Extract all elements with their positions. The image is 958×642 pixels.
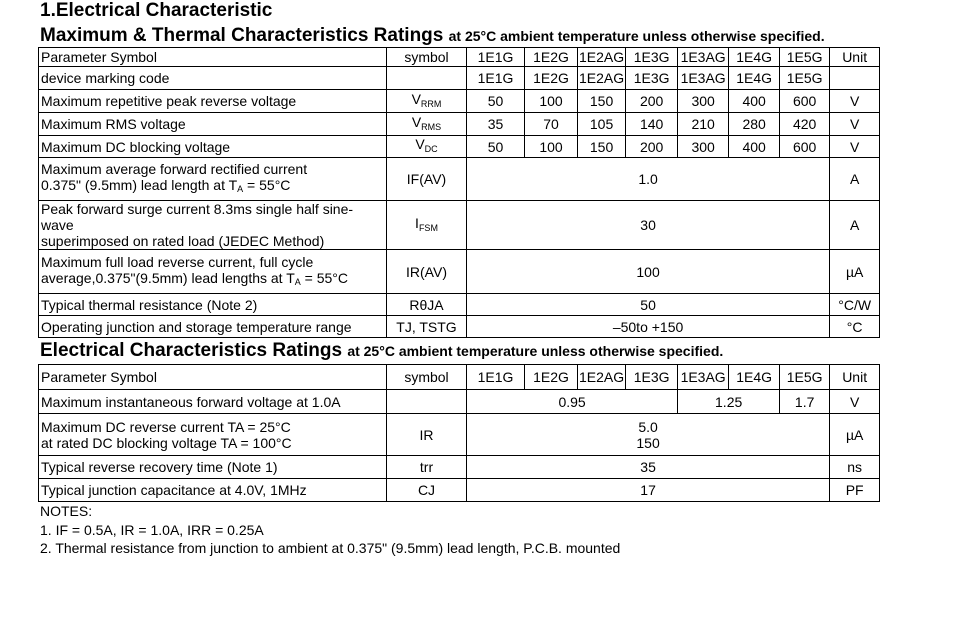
symbol-main: V	[415, 136, 425, 152]
param-line: Maximum full load reverse current, full cycle	[41, 253, 314, 270]
symbol-main: V	[411, 113, 422, 130]
symbol-subscript: DC	[424, 144, 438, 154]
unit-cell: µA	[830, 250, 880, 294]
value-cell: 1E2G	[525, 67, 578, 90]
value-cell: 1E4G	[729, 67, 780, 90]
max-ratings-table	[38, 47, 880, 338]
elec-ratings-heading	[40, 340, 723, 362]
param-subscript: A	[294, 276, 301, 287]
value-cell: 400	[729, 136, 780, 158]
header-part: 1E3AG	[678, 48, 729, 67]
symbol-cell	[387, 67, 467, 90]
param-cell	[39, 414, 387, 456]
value-cell: 100	[525, 90, 578, 113]
param-cell	[39, 158, 387, 201]
header-part: 1E2G	[525, 365, 578, 390]
table-row	[39, 390, 880, 414]
param-cell: Typical thermal resistance (Note 2)	[39, 294, 387, 316]
symbol-cell: TJ, TSTG	[387, 316, 467, 338]
symbol-cell	[387, 113, 467, 136]
unit-cell: V	[830, 136, 880, 158]
table-row	[39, 136, 880, 158]
value-cell	[467, 414, 830, 456]
table-row	[39, 479, 880, 502]
header-part: 1E3G	[626, 48, 678, 67]
param-cell: Maximum repetitive peak reverse voltage	[39, 90, 387, 113]
table-row	[39, 456, 880, 479]
value-cell: 0.95	[467, 390, 678, 414]
table-row	[39, 67, 880, 90]
header-param: Parameter Symbol	[39, 48, 387, 67]
notes-title: NOTES:	[40, 503, 93, 519]
value-cell: 280	[729, 113, 780, 136]
value-cell: 600	[780, 136, 830, 158]
value-cell: 200	[626, 136, 678, 158]
symbol-cell: RθJA	[387, 294, 467, 316]
table-header-row	[39, 48, 880, 67]
value-cell: 17	[467, 479, 830, 502]
param-cell: Maximum DC blocking voltage	[39, 136, 387, 158]
value-cell: 105	[578, 113, 626, 136]
header-param: Parameter Symbol	[39, 365, 387, 390]
param-line: 0.375" (9.5mm) lead length at T	[41, 177, 238, 193]
section-title: 1.Electrical Characteristic	[40, 0, 273, 21]
value-cell: 420	[780, 113, 830, 136]
value-cell: 35	[467, 113, 525, 136]
header-symbol: symbol	[387, 48, 467, 67]
value-cell: 1.7	[780, 390, 830, 414]
symbol-subscript: RMS	[421, 121, 442, 132]
unit-cell: °C/W	[830, 294, 880, 316]
elec-ratings-subtitle: at 25°C ambient temperature unless otherwise specified.	[347, 343, 724, 359]
symbol-main: V	[411, 90, 421, 107]
max-ratings-subtitle: at 25°C ambient temperature unless otherwise specified.	[448, 28, 825, 44]
value-cell: 30	[467, 201, 830, 250]
header-symbol: symbol	[387, 365, 467, 390]
unit-cell	[830, 67, 880, 90]
unit-cell: A	[830, 201, 880, 250]
value-cell: 100	[525, 136, 578, 158]
value-cell: 150	[578, 90, 626, 113]
value-cell: 35	[467, 456, 830, 479]
value-cell: 50	[467, 136, 525, 158]
symbol-main: I	[415, 214, 419, 231]
value-cell: 140	[626, 113, 678, 136]
value-cell: 300	[678, 90, 729, 113]
max-ratings-heading	[40, 25, 825, 47]
param-line: Maximum average forward rectified current	[41, 161, 308, 177]
note-1: 1. IF = 0.5A, IR = 1.0A, IRR = 0.25A	[40, 522, 264, 538]
value-cell: 70	[525, 113, 578, 136]
unit-cell: PF	[830, 479, 880, 502]
note-2: 2. Thermal resistance from junction to ambient at 0.375" (9.5mm) lead length, P.C.B. mounted	[40, 540, 621, 556]
value-cell: 50	[467, 90, 525, 113]
param-line: at rated DC blocking voltage TA = 100°C	[41, 434, 292, 451]
symbol-cell	[387, 201, 467, 250]
table-row	[39, 316, 880, 338]
param-cell	[39, 250, 387, 294]
param-cell: Operating junction and storage temperature range	[39, 316, 387, 338]
header-part: 1E4G	[729, 48, 780, 67]
table-row	[39, 90, 880, 113]
value-line: 5.0	[638, 418, 658, 435]
symbol-subscript: RRM	[420, 98, 442, 109]
table-row	[39, 414, 880, 456]
symbol-cell: CJ	[387, 479, 467, 502]
header-part: 1E1G	[467, 48, 525, 67]
header-part: 1E3G	[626, 365, 678, 390]
param-cell: Maximum RMS voltage	[39, 113, 387, 136]
value-cell: 1E1G	[467, 67, 525, 90]
param-line: superimposed on rated load (JEDEC Method)	[41, 233, 325, 249]
table-row	[39, 158, 880, 201]
header-part: 1E5G	[780, 365, 830, 390]
header-part: 1E5G	[780, 48, 830, 67]
symbol-cell: IF(AV)	[387, 158, 467, 201]
value-cell: 1E3G	[626, 67, 678, 90]
table-row	[39, 201, 880, 250]
value-cell: 1E3AG	[678, 67, 729, 90]
header-part: 1E2AG	[578, 365, 626, 390]
unit-cell: V	[830, 90, 880, 113]
param-cell: device marking code	[39, 67, 387, 90]
value-cell: 1.0	[467, 158, 830, 201]
param-cell: Typical junction capacitance at 4.0V, 1MHz	[39, 479, 387, 502]
elec-ratings-table	[38, 364, 880, 502]
param-line-end: = 55°C	[300, 269, 349, 286]
symbol-subscript: FSM	[418, 222, 438, 233]
value-cell: 210	[678, 113, 729, 136]
header-part: 1E3AG	[678, 365, 729, 390]
unit-cell: A	[830, 158, 880, 201]
header-unit: Unit	[830, 48, 880, 67]
param-subscript: A	[237, 184, 244, 194]
param-line: Maximum DC reverse current TA = 25°C	[41, 418, 291, 435]
value-cell: 50	[467, 294, 830, 316]
value-cell: 400	[729, 90, 780, 113]
param-cell: Typical reverse recovery time (Note 1)	[39, 456, 387, 479]
value-cell: 200	[626, 90, 678, 113]
value-cell: 1.25	[678, 390, 780, 414]
header-part: 1E2G	[525, 48, 578, 67]
unit-cell: V	[830, 113, 880, 136]
table-row	[39, 113, 880, 136]
max-ratings-title: Maximum & Thermal Characteristics Ratings	[40, 25, 444, 46]
value-cell: 100	[467, 250, 830, 294]
header-part: 1E4G	[729, 365, 780, 390]
table-row	[39, 250, 880, 294]
value-cell: 300	[678, 136, 729, 158]
symbol-cell	[387, 390, 467, 414]
value-cell: –50to +150	[467, 316, 830, 338]
symbol-cell	[387, 136, 467, 158]
value-cell: 1E5G	[780, 67, 830, 90]
unit-cell: ns	[830, 456, 880, 479]
elec-ratings-title: Electrical Characteristics Ratings	[40, 340, 343, 361]
symbol-cell	[387, 90, 467, 113]
param-line: Peak forward surge current 8.3ms single half sine-wave	[41, 201, 354, 233]
param-cell	[39, 201, 387, 250]
symbol-cell: IR(AV)	[387, 250, 467, 294]
param-cell: Maximum instantaneous forward voltage at 1.0A	[39, 390, 387, 414]
table-header-row	[39, 365, 880, 390]
value-line: 150	[636, 434, 660, 451]
symbol-cell: IR	[387, 414, 467, 456]
value-cell: 600	[780, 90, 830, 113]
header-part: 1E1G	[467, 365, 525, 390]
unit-cell: °C	[830, 316, 880, 338]
header-unit: Unit	[830, 365, 880, 390]
param-line: average,0.375"(9.5mm) lead lengths at T	[41, 269, 295, 286]
param-line-end: = 55°C	[243, 177, 291, 193]
header-part: 1E2AG	[579, 49, 625, 65]
unit-cell: µA	[830, 414, 880, 456]
unit-cell: V	[830, 390, 880, 414]
value-cell: 1E2AG	[578, 67, 626, 90]
value-cell: 150	[578, 136, 626, 158]
table-row	[39, 294, 880, 316]
symbol-cell: trr	[387, 456, 467, 479]
